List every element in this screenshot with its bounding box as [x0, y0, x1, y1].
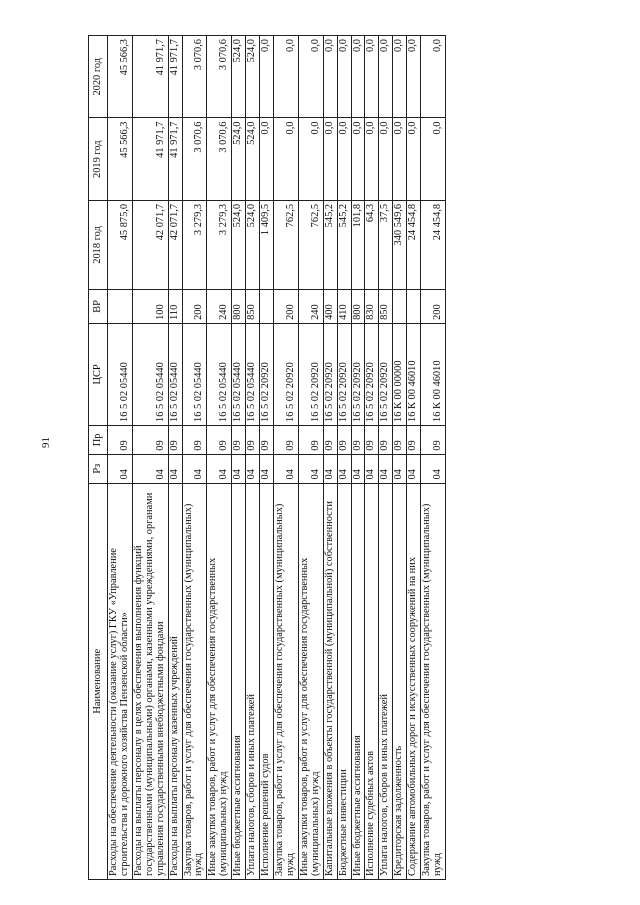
header-2018: 2018 год	[89, 200, 108, 289]
table-row	[207, 36, 232, 880]
cell-2018: 545,2	[323, 200, 337, 289]
cell-csr: 16 5 02 20920	[337, 323, 351, 425]
cell-csr: 16 5 02 20920	[365, 323, 379, 425]
cell-2018: 3 279,3	[207, 200, 232, 289]
table-row	[323, 36, 337, 880]
cell-rz: 04	[260, 454, 274, 483]
cell-csr: 16 5 02 20920	[323, 323, 337, 425]
cell-2018: 64,3	[365, 200, 379, 289]
cell-2020: 524,0	[232, 36, 246, 119]
cell-2019: 45 566,3	[108, 118, 133, 200]
cell-csr: 16 К 00 46010	[421, 323, 446, 425]
cell-vr: 850	[246, 289, 260, 323]
cell-2019: 0,0	[337, 118, 351, 200]
cell-name: Уплата налогов, сборов и иных платежей	[246, 483, 260, 879]
cell-vr	[108, 289, 133, 323]
table-row	[108, 36, 133, 880]
cell-csr: 16 5 02 20920	[260, 323, 274, 425]
header-rz: Рз	[89, 454, 108, 483]
cell-vr: 240	[207, 289, 232, 323]
cell-vr: 800	[232, 289, 246, 323]
cell-rz: 04	[298, 454, 323, 483]
cell-2018: 545,2	[337, 200, 351, 289]
cell-name: Расходы на выплаты персоналу в целях обеспечения выполнения функций государственными (муниципальными) органами, казенными учреждениями, органами управления государственными внебюджетными фондами	[132, 483, 168, 879]
cell-2020: 0,0	[337, 36, 351, 119]
cell-csr: 16 К 00 00000	[393, 323, 407, 425]
table-row	[393, 36, 407, 880]
cell-2018: 42 071,7	[168, 200, 182, 289]
cell-pr: 09	[407, 425, 421, 454]
cell-name: Бюджетные инвестиции	[337, 483, 351, 879]
cell-2020: 0,0	[365, 36, 379, 119]
cell-name: Закупка товаров, работ и услуг для обеспечения государственных (муниципальных) нужд	[182, 483, 207, 879]
cell-2020: 45 566,3	[108, 36, 133, 119]
cell-name: Уплата налогов, сборов и иных платежей	[379, 483, 393, 879]
table-row	[365, 36, 379, 880]
table-row	[260, 36, 274, 880]
cell-rz: 04	[393, 454, 407, 483]
cell-2020: 0,0	[393, 36, 407, 119]
cell-pr: 09	[323, 425, 337, 454]
cell-rz: 04	[365, 454, 379, 483]
cell-2020: 0,0	[273, 36, 298, 119]
cell-rz: 04	[337, 454, 351, 483]
cell-pr: 09	[246, 425, 260, 454]
cell-name: Закупка товаров, работ и услуг для обеспечения государственных (муниципальных) нужд	[421, 483, 446, 879]
cell-2019: 0,0	[365, 118, 379, 200]
cell-name: Исполнение решений судов	[260, 483, 274, 879]
cell-2018: 762,5	[273, 200, 298, 289]
cell-2018: 1 409,5	[260, 200, 274, 289]
cell-2020: 41 971,7	[132, 36, 168, 119]
cell-2020: 0,0	[323, 36, 337, 119]
cell-pr: 09	[168, 425, 182, 454]
cell-name: Иные закупки товаров, работ и услуг для обеспечения государственных (муниципальных) нужд	[298, 483, 323, 879]
cell-2020: 524,0	[246, 36, 260, 119]
cell-rz: 04	[379, 454, 393, 483]
header-row	[89, 36, 108, 880]
cell-2020: 0,0	[351, 36, 365, 119]
cell-csr: 16 5 02 05440	[232, 323, 246, 425]
cell-pr: 09	[207, 425, 232, 454]
cell-2020: 0,0	[407, 36, 421, 119]
table-row	[337, 36, 351, 880]
cell-rz: 04	[323, 454, 337, 483]
cell-2019: 524,0	[246, 118, 260, 200]
page-number: 91	[40, 437, 52, 448]
cell-2020: 0,0	[421, 36, 446, 119]
cell-name: Содержание автомобильных дорог и искусственных сооружений на них	[407, 483, 421, 879]
cell-2019: 0,0	[351, 118, 365, 200]
cell-2020: 41 971,7	[168, 36, 182, 119]
cell-2020: 0,0	[298, 36, 323, 119]
table-row	[168, 36, 182, 880]
cell-pr: 09	[379, 425, 393, 454]
cell-csr: 16 5 02 05440	[108, 323, 133, 425]
cell-rz: 04	[108, 454, 133, 483]
table-row	[246, 36, 260, 880]
table-row	[407, 36, 421, 880]
cell-pr: 09	[232, 425, 246, 454]
cell-vr: 830	[365, 289, 379, 323]
cell-csr: 16 5 02 05440	[132, 323, 168, 425]
cell-rz: 04	[351, 454, 365, 483]
cell-2019: 3 070,6	[182, 118, 207, 200]
cell-pr: 09	[421, 425, 446, 454]
cell-vr	[260, 289, 274, 323]
cell-2019: 0,0	[260, 118, 274, 200]
cell-2018: 524,0	[246, 200, 260, 289]
cell-2018: 24 454,8	[407, 200, 421, 289]
cell-vr: 100	[132, 289, 168, 323]
cell-2018: 37,5	[379, 200, 393, 289]
cell-name: Закупка товаров, работ и услуг для обеспечения государственных (муниципальных) нужд	[273, 483, 298, 879]
cell-name: Иные бюджетные ассигнования	[351, 483, 365, 879]
cell-csr: 16 К 00 46010	[407, 323, 421, 425]
cell-pr: 09	[182, 425, 207, 454]
cell-name: Капитальные вложения в объекты государственной (муниципальной) собственности	[323, 483, 337, 879]
cell-vr: 400	[323, 289, 337, 323]
table-row	[232, 36, 246, 880]
header-vr: ВР	[89, 289, 108, 323]
rotated-page	[88, 35, 637, 880]
cell-2019: 3 070,6	[207, 118, 232, 200]
cell-rz: 04	[246, 454, 260, 483]
table-row	[182, 36, 207, 880]
cell-csr: 16 5 02 05440	[207, 323, 232, 425]
cell-2020: 3 070,6	[207, 36, 232, 119]
cell-csr: 16 5 02 20920	[273, 323, 298, 425]
header-2019: 2019 год	[89, 118, 108, 200]
cell-2018: 340 549,6	[393, 200, 407, 289]
cell-vr: 850	[379, 289, 393, 323]
cell-2019: 0,0	[273, 118, 298, 200]
cell-csr: 16 5 02 05440	[246, 323, 260, 425]
table-row	[351, 36, 365, 880]
cell-vr: 240	[298, 289, 323, 323]
cell-2019: 0,0	[298, 118, 323, 200]
cell-pr: 09	[298, 425, 323, 454]
header-2020: 2020 год	[89, 36, 108, 119]
cell-2018: 101,8	[351, 200, 365, 289]
cell-2018: 42 071,7	[132, 200, 168, 289]
cell-vr: 110	[168, 289, 182, 323]
cell-2019: 0,0	[323, 118, 337, 200]
cell-pr: 09	[273, 425, 298, 454]
cell-2018: 45 875,0	[108, 200, 133, 289]
table-row	[379, 36, 393, 880]
cell-csr: 16 5 02 20920	[298, 323, 323, 425]
cell-2018: 524,0	[232, 200, 246, 289]
budget-table	[88, 35, 446, 880]
header-name: Наименование	[89, 483, 108, 879]
cell-vr: 410	[337, 289, 351, 323]
cell-rz: 04	[232, 454, 246, 483]
cell-pr: 09	[108, 425, 133, 454]
cell-vr: 200	[421, 289, 446, 323]
cell-vr	[393, 289, 407, 323]
cell-name: Исполнение судебных актов	[365, 483, 379, 879]
cell-rz: 04	[407, 454, 421, 483]
cell-csr: 16 5 02 05440	[182, 323, 207, 425]
cell-csr: 16 5 02 20920	[351, 323, 365, 425]
cell-name: Иные бюджетные ассигнования	[232, 483, 246, 879]
cell-pr: 09	[337, 425, 351, 454]
cell-name: Расходы на выплаты персоналу казенных учреждений	[168, 483, 182, 879]
table-row	[421, 36, 446, 880]
cell-pr: 09	[351, 425, 365, 454]
cell-2019: 0,0	[379, 118, 393, 200]
cell-rz: 04	[132, 454, 168, 483]
cell-rz: 04	[182, 454, 207, 483]
cell-csr: 16 5 02 05440	[168, 323, 182, 425]
header-csr: ЦСР	[89, 323, 108, 425]
table-body	[108, 36, 446, 880]
cell-2019: 0,0	[421, 118, 446, 200]
cell-name: Кредиторская задолженность	[393, 483, 407, 879]
cell-rz: 04	[421, 454, 446, 483]
cell-name: Иные закупки товаров, работ и услуг для обеспечения государственных (муниципальных) нужд	[207, 483, 232, 879]
cell-pr: 09	[365, 425, 379, 454]
cell-pr: 09	[260, 425, 274, 454]
cell-2019: 41 971,7	[132, 118, 168, 200]
cell-2019: 41 971,7	[168, 118, 182, 200]
cell-2020: 3 070,6	[182, 36, 207, 119]
cell-2018: 762,5	[298, 200, 323, 289]
cell-rz: 04	[207, 454, 232, 483]
cell-vr: 200	[182, 289, 207, 323]
cell-rz: 04	[273, 454, 298, 483]
cell-2020: 0,0	[260, 36, 274, 119]
cell-csr: 16 5 02 20920	[379, 323, 393, 425]
table-row	[132, 36, 168, 880]
cell-2018: 24 454,8	[421, 200, 446, 289]
cell-2020: 0,0	[379, 36, 393, 119]
cell-2019: 0,0	[393, 118, 407, 200]
cell-2018: 3 279,3	[182, 200, 207, 289]
cell-name: Расходы на обеспечение деятельности (оказание услуг) ГКУ «Управление строительства и дорожного хозяйства Пензенской области»	[108, 483, 133, 879]
cell-pr: 09	[393, 425, 407, 454]
cell-2019: 524,0	[232, 118, 246, 200]
cell-pr: 09	[132, 425, 168, 454]
cell-2019: 0,0	[407, 118, 421, 200]
table-row	[298, 36, 323, 880]
cell-vr	[407, 289, 421, 323]
cell-vr: 800	[351, 289, 365, 323]
cell-rz: 04	[168, 454, 182, 483]
table-row	[273, 36, 298, 880]
cell-vr: 200	[273, 289, 298, 323]
header-pr: Пр	[89, 425, 108, 454]
